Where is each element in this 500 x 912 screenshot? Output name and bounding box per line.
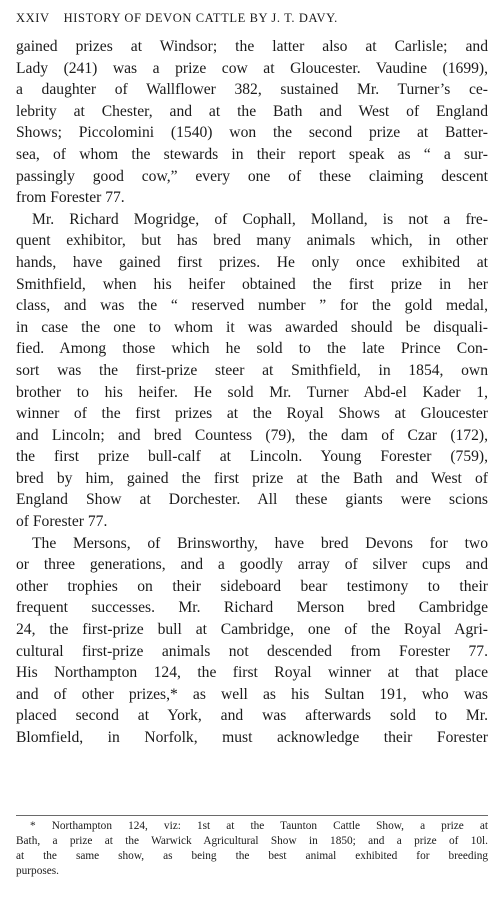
text-line: Mr. Richard Mogridge, of Cophall, Molland, is not a fre-: [32, 210, 488, 228]
paragraph: [16, 36, 488, 209]
text-line: and of other prizes,* as well as his Sultan 191, who was: [16, 685, 488, 703]
text-line: the first prize bull-calf at Lincoln. Young Forester (759),: [16, 448, 488, 466]
text-line: gained prizes at Windsor; the latter also at Carlisle; and: [16, 38, 488, 55]
body-text: [16, 36, 488, 749]
text-line: His Northampton 124, the first Royal winner at that place: [16, 664, 488, 682]
text-line: lebrity at Chester, and at the Bath and West of England: [16, 102, 488, 120]
text-line: Smithfield, when his heifer obtained the first prize in her: [16, 275, 488, 293]
running-title: HISTORY OF DEVON CATTLE BY J. T. DAVY.: [63, 11, 338, 25]
text-line: other trophies on their sideboard bear testimony to their: [16, 577, 488, 595]
text-line: quent exhibitor, but has bred many animals which, in other: [16, 232, 488, 250]
text-line: of Forester 77.: [16, 513, 108, 531]
text-line: class, and was the “ reserved number ” for the gold medal,: [16, 297, 488, 315]
text-line: passingly good cow,” every one of these claiming descent: [16, 167, 488, 185]
text-line: bred by him, gained the first prize at the Bath and West of: [16, 469, 488, 487]
text-line: fied. Among those which he sold to the late Prince Con-: [16, 340, 488, 358]
paragraph: [16, 209, 488, 533]
text-line: in case the one to whom it was awarded should be disquali-: [16, 318, 488, 336]
footnote: [16, 819, 488, 879]
text-line: cultural first-prize animals not descended from Forester 77.: [16, 642, 488, 660]
text-line: Shows; Piccolomini (1540) won the second prize at Batter-: [16, 124, 488, 142]
text-line: sea, of whom the stewards in their report speak as “ a sur-: [16, 145, 488, 163]
text-line: winner of the first prizes at the Royal Shows at Gloucester: [16, 405, 488, 423]
footnote-line: at the same show, as being the best animal exhibited for breeding: [16, 850, 488, 862]
text-line: brother to his heifer. He sold Mr. Turner Abd-el Kader 1,: [16, 383, 488, 401]
text-line: and Lincoln; and bred Countess (79), the dam of Czar (172),: [16, 426, 488, 444]
book-page: [16, 0, 488, 912]
text-line: hands, have gained first prizes. He only once exhibited at: [16, 253, 488, 271]
text-line: Lady (241) was a prize cow at Gloucester. Vaudine (1699),: [16, 59, 488, 77]
paragraph: [16, 533, 488, 749]
text-line: 24, the first-prize bull at Cambridge, one of the Royal Agri-: [16, 621, 488, 639]
text-line: from Forester 77.: [16, 189, 125, 207]
footnote-line: Bath, a prize at the Warwick Agricultural Show in 1850; and a prize of 10l.: [16, 835, 488, 847]
footnote-line: * Northampton 124, viz: 1st at the Taunton Cattle Show, a prize at: [30, 820, 488, 832]
footnote-divider: [16, 815, 488, 816]
text-line: England Show at Dorchester. All these giants were scions: [16, 491, 488, 509]
text-line: a daughter of Wallflower 382, sustained Mr. Turner’s ce-: [16, 81, 488, 99]
text-line: frequent successes. Mr. Richard Merson bred Cambridge: [16, 599, 488, 617]
running-head: [16, 11, 488, 26]
page-number: XXIV: [16, 11, 50, 25]
text-line: or three generations, and a goodly array of silver cups and: [16, 556, 488, 574]
text-line: The Mersons, of Brinsworthy, have bred Devons for two: [32, 534, 488, 552]
text-line: placed second at York, and was afterwards sold to Mr.: [16, 707, 488, 725]
text-line: Blomfield, in Norfolk, must acknowledge their Forester: [16, 729, 488, 746]
text-line: sort was the first-prize steer at Smithfield, in 1854, own: [16, 361, 488, 379]
footnote-line: purposes.: [16, 865, 59, 877]
